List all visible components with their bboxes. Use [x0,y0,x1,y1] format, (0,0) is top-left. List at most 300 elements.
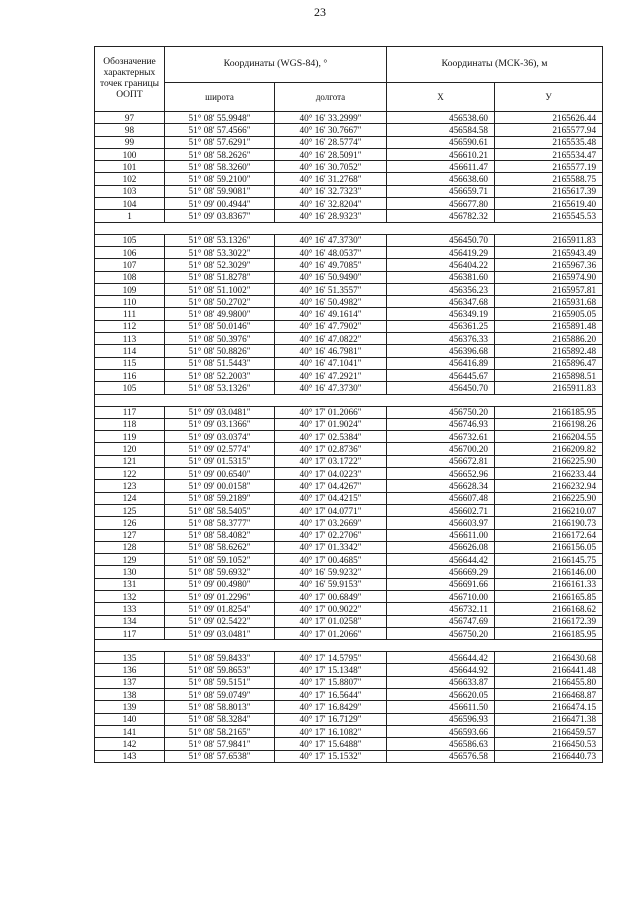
longitude-cell: 40° 16' 49.1614" [275,308,387,320]
x-coordinate-cell: 456644.42 [387,554,495,566]
point-number: 109 [95,283,165,295]
latitude-cell: 51° 08' 53.3022" [165,246,275,258]
separator-cell [95,222,603,234]
longitude-cell: 40° 17' 16.1082" [275,725,387,737]
latitude-cell: 51° 09' 02.5422" [165,615,275,627]
x-coordinate-cell: 456576.58 [387,750,495,762]
table-row [95,529,603,541]
x-coordinate-cell: 456596.93 [387,713,495,725]
table-row [95,443,603,455]
latitude-cell: 51° 08' 59.8433" [165,652,275,664]
y-coordinate-cell: 2165905.05 [495,308,603,320]
y-coordinate-cell: 2166190.73 [495,517,603,529]
latitude-cell: 51° 09' 01.2296" [165,590,275,602]
longitude-cell: 40° 17' 02.5384" [275,431,387,443]
table-row [95,701,603,713]
y-coordinate-cell: 2166198.26 [495,418,603,430]
y-coordinate-cell: 2166474.15 [495,701,603,713]
table-row [95,320,603,332]
y-coordinate-cell: 2166185.95 [495,627,603,639]
point-number: 99 [95,136,165,148]
y-coordinate-cell: 2165891.48 [495,320,603,332]
y-coordinate-cell: 2166459.57 [495,725,603,737]
latitude-cell: 51° 08' 59.5151" [165,676,275,688]
latitude-cell: 51° 08' 58.3777" [165,517,275,529]
longitude-cell: 40° 16' 48.0537" [275,246,387,258]
y-coordinate-cell: 2165896.47 [495,357,603,369]
y-coordinate-cell: 2165911.83 [495,234,603,246]
y-coordinate-cell: 2166225.90 [495,492,603,504]
longitude-cell: 40° 17' 16.5644" [275,689,387,701]
point-number: 100 [95,148,165,160]
table-row [95,541,603,553]
x-coordinate-cell: 456677.80 [387,198,495,210]
table-header [95,47,603,112]
point-number: 102 [95,173,165,185]
latitude-cell: 51° 09' 00.0158" [165,480,275,492]
y-coordinate-cell: 2165577.94 [495,124,603,136]
x-coordinate-cell: 456750.20 [387,627,495,639]
coordinates-table [94,46,603,763]
longitude-cell: 40° 16' 30.7667" [275,124,387,136]
point-number: 97 [95,112,165,124]
y-coordinate-cell: 2166156.05 [495,541,603,553]
y-coordinate-cell: 2166471.38 [495,713,603,725]
point-number: 135 [95,652,165,664]
longitude-cell: 40° 16' 50.4982" [275,296,387,308]
x-coordinate-cell: 456347.68 [387,296,495,308]
table-row [95,271,603,283]
table-row [95,480,603,492]
x-coordinate-cell: 456593.66 [387,725,495,737]
longitude-cell: 40° 17' 04.0771" [275,504,387,516]
x-coordinate-cell: 456747.69 [387,615,495,627]
longitude-cell: 40° 17' 02.8736" [275,443,387,455]
x-coordinate-cell: 456691.66 [387,578,495,590]
longitude-cell: 40° 17' 16.7129" [275,713,387,725]
header-point-name: Обозначение характерных точек границы ООПТ [95,47,165,112]
table-row [95,554,603,566]
longitude-cell: 40° 17' 14.5795" [275,652,387,664]
longitude-cell: 40° 16' 51.3557" [275,283,387,295]
longitude-cell: 40° 16' 49.7085" [275,259,387,271]
y-coordinate-cell: 2165911.83 [495,382,603,394]
longitude-cell: 40° 17' 04.4215" [275,492,387,504]
y-coordinate-cell: 2165931.68 [495,296,603,308]
x-coordinate-cell: 456638.60 [387,173,495,185]
x-coordinate-cell: 456628.34 [387,480,495,492]
y-coordinate-cell: 2166210.07 [495,504,603,516]
longitude-cell: 40° 17' 15.1348" [275,664,387,676]
x-coordinate-cell: 456416.89 [387,357,495,369]
y-coordinate-cell: 2165617.39 [495,185,603,197]
x-coordinate-cell: 456445.67 [387,369,495,381]
x-coordinate-cell: 456626.08 [387,541,495,553]
x-coordinate-cell: 456602.71 [387,504,495,516]
latitude-cell: 51° 08' 59.9081" [165,185,275,197]
point-number: 128 [95,541,165,553]
latitude-cell: 51° 09' 03.1366" [165,418,275,430]
y-coordinate-cell: 2166468.87 [495,689,603,701]
y-coordinate-cell: 2166232.94 [495,480,603,492]
latitude-cell: 51° 08' 50.8826" [165,345,275,357]
table-body [95,112,603,763]
latitude-cell: 51° 08' 50.3976" [165,333,275,345]
latitude-cell: 51° 08' 58.2626" [165,148,275,160]
x-coordinate-cell: 456732.11 [387,603,495,615]
latitude-cell: 51° 08' 57.9841" [165,738,275,750]
latitude-cell: 51° 08' 51.5443" [165,357,275,369]
longitude-cell: 40° 16' 32.7323" [275,185,387,197]
point-number: 125 [95,504,165,516]
table-row [95,517,603,529]
y-coordinate-cell: 2166161.33 [495,578,603,590]
separator-cell [95,394,603,406]
longitude-cell: 40° 16' 30.7052" [275,161,387,173]
y-coordinate-cell: 2165898.51 [495,369,603,381]
latitude-cell: 51° 08' 52.2003" [165,369,275,381]
latitude-cell: 51° 08' 59.8653" [165,664,275,676]
point-number: 117 [95,627,165,639]
x-coordinate-cell: 456644.92 [387,664,495,676]
point-number: 119 [95,431,165,443]
latitude-cell: 51° 09' 00.4980" [165,578,275,590]
x-coordinate-cell: 456672.81 [387,455,495,467]
point-number: 111 [95,308,165,320]
point-number: 118 [95,418,165,430]
longitude-cell: 40° 16' 31.2768" [275,173,387,185]
latitude-cell: 51° 08' 50.2702" [165,296,275,308]
x-coordinate-cell: 456419.29 [387,246,495,258]
latitude-cell: 51° 08' 57.4566" [165,124,275,136]
y-coordinate-cell: 2165619.40 [495,198,603,210]
latitude-cell: 51° 09' 02.5774" [165,443,275,455]
table-row [95,676,603,688]
latitude-cell: 51° 08' 58.2165" [165,725,275,737]
table-row [95,136,603,148]
longitude-cell: 40° 17' 01.2066" [275,627,387,639]
point-number: 139 [95,701,165,713]
y-coordinate-cell: 2166225.90 [495,455,603,467]
x-coordinate-cell: 456610.21 [387,148,495,160]
point-number: 1 [95,210,165,222]
y-coordinate-cell: 2166209.82 [495,443,603,455]
x-coordinate-cell: 456349.19 [387,308,495,320]
table-row [95,725,603,737]
table-row [95,185,603,197]
point-number: 123 [95,480,165,492]
separator-cell [95,640,603,652]
x-coordinate-cell: 456620.05 [387,689,495,701]
latitude-cell: 51° 08' 59.6932" [165,566,275,578]
table-row [95,259,603,271]
table-row [95,198,603,210]
latitude-cell: 51° 08' 58.4082" [165,529,275,541]
point-number: 124 [95,492,165,504]
x-coordinate-cell: 456782.32 [387,210,495,222]
point-number: 132 [95,590,165,602]
point-number: 112 [95,320,165,332]
latitude-cell: 51° 08' 58.3284" [165,713,275,725]
table-row [95,615,603,627]
longitude-cell: 40° 16' 47.3730" [275,234,387,246]
table-row [95,345,603,357]
table-row [95,713,603,725]
point-number: 106 [95,246,165,258]
table-row [95,382,603,394]
x-coordinate-cell: 456732.61 [387,431,495,443]
point-number: 122 [95,468,165,480]
x-coordinate-cell: 456396.68 [387,345,495,357]
point-number: 137 [95,676,165,688]
point-number: 121 [95,455,165,467]
latitude-cell: 51° 08' 58.6262" [165,541,275,553]
header-longitude: долгота [275,82,387,111]
longitude-cell: 40° 16' 59.9232" [275,566,387,578]
point-number: 126 [95,517,165,529]
table-row [95,750,603,762]
point-number: 105 [95,234,165,246]
longitude-cell: 40° 16' 47.0822" [275,333,387,345]
point-number: 113 [95,333,165,345]
x-coordinate-cell: 456586.63 [387,738,495,750]
point-number: 142 [95,738,165,750]
longitude-cell: 40° 17' 15.6488" [275,738,387,750]
point-number: 115 [95,357,165,369]
point-number: 134 [95,615,165,627]
group-separator-row [95,394,603,406]
longitude-cell: 40° 17' 01.0258" [275,615,387,627]
longitude-cell: 40° 16' 28.9323" [275,210,387,222]
x-coordinate-cell: 456356.23 [387,283,495,295]
y-coordinate-cell: 2165535.48 [495,136,603,148]
table-row [95,431,603,443]
latitude-cell: 51° 08' 53.1326" [165,382,275,394]
longitude-cell: 40° 17' 03.1722" [275,455,387,467]
y-coordinate-cell: 2166146.00 [495,566,603,578]
latitude-cell: 51° 08' 55.9948" [165,112,275,124]
table-row [95,468,603,480]
table-row [95,689,603,701]
y-coordinate-cell: 2165588.75 [495,173,603,185]
point-number: 101 [95,161,165,173]
table-row [95,369,603,381]
table-row [95,283,603,295]
y-coordinate-cell: 2166172.64 [495,529,603,541]
y-coordinate-cell: 2165967.36 [495,259,603,271]
point-number: 131 [95,578,165,590]
point-number: 130 [95,566,165,578]
table-row [95,664,603,676]
table-row [95,578,603,590]
longitude-cell: 40° 16' 46.7981" [275,345,387,357]
x-coordinate-cell: 456750.20 [387,406,495,418]
point-number: 127 [95,529,165,541]
latitude-cell: 51° 08' 59.2189" [165,492,275,504]
longitude-cell: 40° 16' 50.9490" [275,271,387,283]
longitude-cell: 40° 17' 01.2066" [275,406,387,418]
latitude-cell: 51° 09' 03.0481" [165,406,275,418]
x-coordinate-cell: 456633.87 [387,676,495,688]
y-coordinate-cell: 2166441.48 [495,664,603,676]
point-number: 108 [95,271,165,283]
latitude-cell: 51° 08' 50.0146" [165,320,275,332]
header-x: X [387,82,495,111]
point-number: 98 [95,124,165,136]
x-coordinate-cell: 456381.60 [387,271,495,283]
y-coordinate-cell: 2165545.53 [495,210,603,222]
x-coordinate-cell: 456710.00 [387,590,495,602]
latitude-cell: 51° 08' 53.1326" [165,234,275,246]
point-number: 138 [95,689,165,701]
longitude-cell: 40° 16' 59.9153" [275,578,387,590]
x-coordinate-cell: 456659.71 [387,185,495,197]
x-coordinate-cell: 456652.96 [387,468,495,480]
x-coordinate-cell: 456607.48 [387,492,495,504]
point-number: 104 [95,198,165,210]
table-row [95,148,603,160]
y-coordinate-cell: 2166450.53 [495,738,603,750]
table-row [95,738,603,750]
table-row [95,296,603,308]
point-number: 105 [95,382,165,394]
table-row [95,173,603,185]
longitude-cell: 40° 17' 02.2706" [275,529,387,541]
table-row [95,566,603,578]
point-number: 120 [95,443,165,455]
point-number: 107 [95,259,165,271]
latitude-cell: 51° 08' 59.0749" [165,689,275,701]
y-coordinate-cell: 2165577.19 [495,161,603,173]
table-row [95,161,603,173]
y-coordinate-cell: 2166204.55 [495,431,603,443]
x-coordinate-cell: 456404.22 [387,259,495,271]
latitude-cell: 51° 08' 59.1052" [165,554,275,566]
table-row [95,590,603,602]
table-row [95,333,603,345]
longitude-cell: 40° 17' 01.3342" [275,541,387,553]
table-row [95,234,603,246]
longitude-cell: 40° 17' 04.4267" [275,480,387,492]
longitude-cell: 40° 16' 47.3730" [275,382,387,394]
longitude-cell: 40° 16' 28.5774" [275,136,387,148]
latitude-cell: 51° 08' 58.3260" [165,161,275,173]
y-coordinate-cell: 2165534.47 [495,148,603,160]
y-coordinate-cell: 2166168.62 [495,603,603,615]
x-coordinate-cell: 456644.42 [387,652,495,664]
latitude-cell: 51° 08' 52.3029" [165,259,275,271]
y-coordinate-cell: 2165974.90 [495,271,603,283]
point-number: 129 [95,554,165,566]
table-row [95,627,603,639]
point-number: 133 [95,603,165,615]
y-coordinate-cell: 2166455.80 [495,676,603,688]
y-coordinate-cell: 2166172.39 [495,615,603,627]
latitude-cell: 51° 09' 03.8367" [165,210,275,222]
group-separator-row [95,222,603,234]
point-number: 117 [95,406,165,418]
table-row [95,124,603,136]
y-coordinate-cell: 2165943.49 [495,246,603,258]
table-row [95,246,603,258]
point-number: 141 [95,725,165,737]
longitude-cell: 40° 17' 04.0223" [275,468,387,480]
y-coordinate-cell: 2166233.44 [495,468,603,480]
latitude-cell: 51° 09' 01.8254" [165,603,275,615]
latitude-cell: 51° 08' 58.5405" [165,504,275,516]
latitude-cell: 51° 08' 51.8278" [165,271,275,283]
x-coordinate-cell: 456450.70 [387,234,495,246]
x-coordinate-cell: 456611.47 [387,161,495,173]
table-row [95,406,603,418]
longitude-cell: 40° 17' 03.2669" [275,517,387,529]
header-y: У [495,82,603,111]
longitude-cell: 40° 16' 28.5091" [275,148,387,160]
y-coordinate-cell: 2165892.48 [495,345,603,357]
x-coordinate-cell: 456700.20 [387,443,495,455]
latitude-cell: 51° 09' 00.6540" [165,468,275,480]
point-number: 116 [95,369,165,381]
x-coordinate-cell: 456611.00 [387,529,495,541]
table-row [95,357,603,369]
point-number: 110 [95,296,165,308]
table-row [95,652,603,664]
latitude-cell: 51° 08' 58.8013" [165,701,275,713]
latitude-cell: 51° 09' 01.5315" [165,455,275,467]
latitude-cell: 51° 08' 57.6291" [165,136,275,148]
header-msk36: Координаты (МСК-36), м [387,47,603,83]
x-coordinate-cell: 456450.70 [387,382,495,394]
x-coordinate-cell: 456611.50 [387,701,495,713]
x-coordinate-cell: 456538.60 [387,112,495,124]
table-row [95,308,603,320]
table-row [95,492,603,504]
y-coordinate-cell: 2166145.75 [495,554,603,566]
table-row [95,210,603,222]
latitude-cell: 51° 08' 57.6538" [165,750,275,762]
y-coordinate-cell: 2166185.95 [495,406,603,418]
page-number: 23 [314,5,326,19]
longitude-cell: 40° 16' 32.8204" [275,198,387,210]
table-row [95,418,603,430]
x-coordinate-cell: 456603.97 [387,517,495,529]
header-latitude: широта [165,82,275,111]
x-coordinate-cell: 456584.58 [387,124,495,136]
y-coordinate-cell: 2166440.73 [495,750,603,762]
y-coordinate-cell: 2165957.81 [495,283,603,295]
point-number: 136 [95,664,165,676]
group-separator-row [95,640,603,652]
y-coordinate-cell: 2166430.68 [495,652,603,664]
table-row [95,112,603,124]
latitude-cell: 51° 09' 03.0481" [165,627,275,639]
table-row [95,455,603,467]
point-number: 114 [95,345,165,357]
x-coordinate-cell: 456746.93 [387,418,495,430]
x-coordinate-cell: 456669.29 [387,566,495,578]
longitude-cell: 40° 17' 00.4685" [275,554,387,566]
y-coordinate-cell: 2165886.20 [495,333,603,345]
y-coordinate-cell: 2166165.85 [495,590,603,602]
latitude-cell: 51° 09' 03.0374" [165,431,275,443]
x-coordinate-cell: 456361.25 [387,320,495,332]
longitude-cell: 40° 17' 15.8807" [275,676,387,688]
table-row [95,504,603,516]
latitude-cell: 51° 08' 49.9800" [165,308,275,320]
longitude-cell: 40° 17' 15.1532" [275,750,387,762]
longitude-cell: 40° 16' 47.7902" [275,320,387,332]
header-wgs84: Координаты (WGS-84), ° [165,47,387,83]
